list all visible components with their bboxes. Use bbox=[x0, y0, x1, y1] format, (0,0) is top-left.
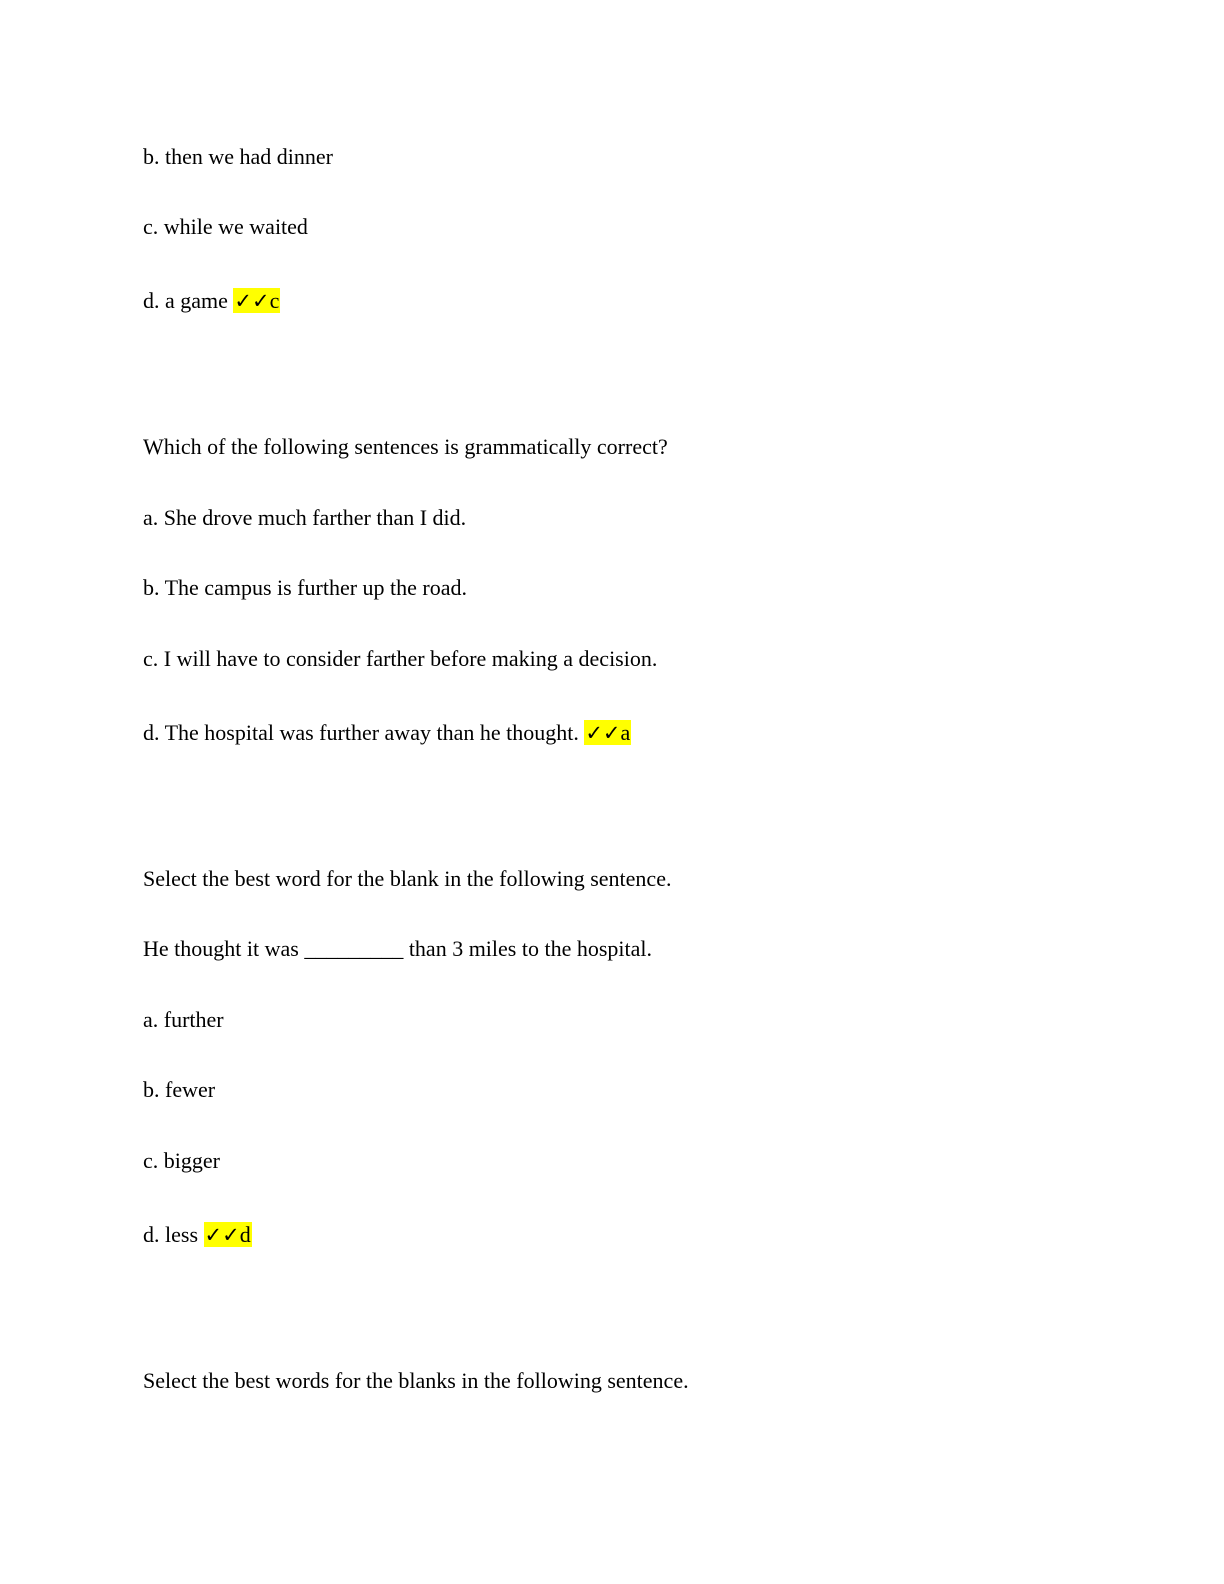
option-d bbox=[143, 288, 280, 314]
fill-in-sentence bbox=[143, 936, 652, 962]
option-a-text: a. further bbox=[143, 1007, 224, 1032]
option-b-text: b. fewer bbox=[143, 1077, 216, 1102]
option-a bbox=[143, 505, 466, 531]
option-c bbox=[143, 1148, 220, 1174]
option-d bbox=[143, 720, 631, 746]
question-3: Select the best word for the blank in the following sentence. bbox=[143, 866, 672, 891]
double-check-icon: ✓✓ bbox=[234, 289, 270, 313]
option-d-text: d. a game bbox=[143, 288, 228, 313]
option-c-text: c. while we waited bbox=[143, 214, 308, 239]
option-c-text: c. I will have to consider farther before making a decision. bbox=[143, 646, 658, 671]
double-check-icon: ✓✓ bbox=[204, 1223, 240, 1247]
option-b bbox=[143, 1077, 215, 1103]
answer-letter: d bbox=[239, 1222, 251, 1247]
question-4: Select the best words for the blanks in the following sentence. bbox=[143, 1368, 689, 1393]
question-text bbox=[143, 866, 671, 892]
sentence-text: He thought it was _________ than 3 miles to the hospital. bbox=[143, 936, 653, 961]
answer-letter: c bbox=[269, 288, 280, 313]
option-b-text: b. then we had dinner bbox=[143, 144, 333, 169]
question-text bbox=[143, 1368, 689, 1394]
question-2: Which of the following sentences is grammatically correct? bbox=[143, 434, 668, 459]
question-text bbox=[143, 434, 668, 460]
option-d-text: d. less bbox=[143, 1222, 198, 1247]
option-b-text: b. The campus is further up the road. bbox=[143, 575, 468, 600]
answer-highlight bbox=[204, 1222, 252, 1247]
answer-letter: a bbox=[620, 720, 631, 745]
answer-highlight bbox=[233, 288, 280, 313]
option-b bbox=[143, 575, 467, 601]
option-a bbox=[143, 1007, 224, 1033]
option-d bbox=[143, 1222, 252, 1248]
option-c bbox=[143, 646, 657, 672]
option-c-text: c. bigger bbox=[143, 1148, 220, 1173]
answer-highlight bbox=[584, 720, 631, 745]
option-d-text: d. The hospital was further away than he thought. bbox=[143, 720, 579, 745]
option-b bbox=[143, 144, 333, 170]
option-c bbox=[143, 214, 308, 240]
double-check-icon: ✓✓ bbox=[585, 721, 621, 745]
option-a-text: a. She drove much farther than I did. bbox=[143, 505, 467, 530]
